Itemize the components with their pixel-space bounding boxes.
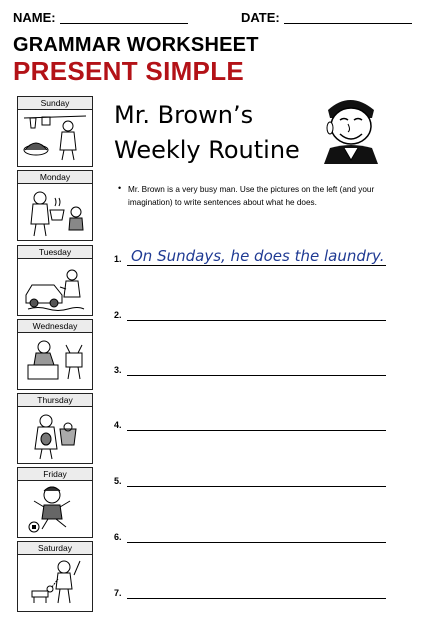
day-label: Friday: [18, 468, 92, 481]
car-wash-icon: [22, 261, 88, 313]
question-number: 4.: [114, 420, 122, 430]
answer-line-7[interactable]: [127, 598, 386, 599]
laundry-icon: [22, 112, 88, 164]
bullet-icon: •: [118, 183, 122, 193]
question-number: 7.: [114, 588, 122, 598]
name-label: NAME:: [13, 10, 56, 25]
question-number: 2.: [114, 310, 122, 320]
question-number: 3.: [114, 365, 122, 375]
day-box-monday: [17, 170, 93, 241]
question-number: 6.: [114, 532, 122, 542]
day-label: Thursday: [18, 394, 92, 407]
shopping-icon: [22, 409, 88, 461]
question-number: 1.: [114, 254, 122, 264]
answer-line-3[interactable]: [127, 375, 386, 376]
dog-walk-icon: [22, 557, 88, 609]
worksheet-subtitle: PRESENT SIMPLE: [13, 56, 245, 86]
day-box-friday: [17, 467, 93, 538]
routine-title-line1: Mr. Brown’s: [114, 101, 254, 129]
tv-relax-icon: [22, 335, 88, 387]
answer-line-6[interactable]: [127, 542, 386, 543]
soccer-icon: [22, 483, 88, 535]
question-number: 5.: [114, 476, 122, 486]
name-field-line[interactable]: [60, 23, 188, 24]
date-label: DATE:: [241, 10, 280, 25]
cooking-icon: [22, 186, 88, 238]
example-answer: On Sundays, he does the laundry.: [131, 247, 385, 265]
answer-line-4[interactable]: [127, 430, 386, 431]
day-label: Saturday: [18, 542, 92, 555]
date-field-line[interactable]: [284, 23, 412, 24]
day-box-thursday: [17, 393, 93, 464]
day-box-tuesday: [17, 245, 93, 316]
day-box-wednesday: [17, 319, 93, 390]
day-box-saturday: [17, 541, 93, 612]
instruction-text: Mr. Brown is a very busy man. Use the pictures on the left (and your imagination) to write sentences about what he does.: [128, 185, 375, 207]
worksheet-title: GRAMMAR WORKSHEET: [13, 34, 259, 56]
day-label: Sunday: [18, 97, 92, 110]
day-box-sunday: [17, 96, 93, 167]
answer-line-1[interactable]: [127, 265, 386, 266]
day-label: Wednesday: [18, 320, 92, 333]
day-label: Tuesday: [18, 246, 92, 259]
answer-line-2[interactable]: [127, 320, 386, 321]
mr-brown-face-icon: [314, 92, 386, 164]
day-label: Monday: [18, 171, 92, 184]
routine-title-line2: Weekly Routine: [114, 136, 300, 164]
answer-line-5[interactable]: [127, 486, 386, 487]
